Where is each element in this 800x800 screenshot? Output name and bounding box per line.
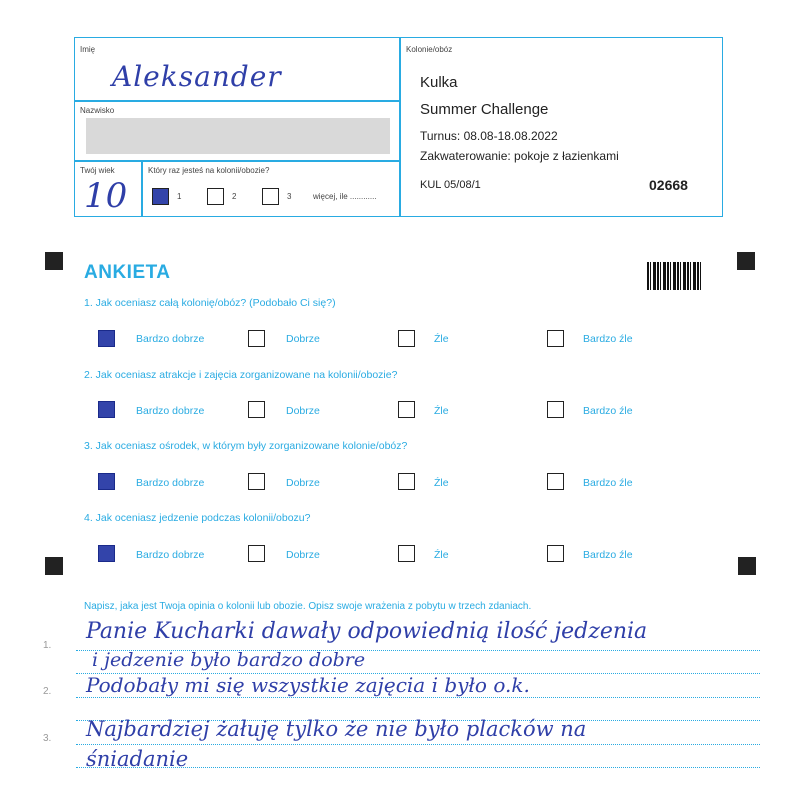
registration-marker xyxy=(45,252,63,270)
wiecej-label: więcej, ile ............ xyxy=(313,192,377,201)
q3-bardzo-dobrze-checkbox[interactable] xyxy=(98,473,115,490)
writing-line xyxy=(76,697,760,698)
q2-bardzo-dobrze-checkbox[interactable] xyxy=(98,401,115,418)
handwritten-answer-line: i jedzenie było bardzo dobre xyxy=(92,649,366,671)
option-label: Dobrze xyxy=(286,333,320,345)
q2-bardzo-zle-checkbox[interactable] xyxy=(547,401,564,418)
q3-bardzo-zle-checkbox[interactable] xyxy=(547,473,564,490)
header-line xyxy=(74,160,400,162)
camp-code: KUL 05/08/1 xyxy=(420,179,481,191)
q4-dobrze-checkbox[interactable] xyxy=(248,545,265,562)
option-label: Dobrze xyxy=(286,405,320,417)
camp-subtitle: Summer Challenge xyxy=(420,101,549,118)
question-3: 3. Jak oceniasz ośrodek, w którym były zorganizowane kolonie/obóz? xyxy=(84,440,408,452)
redacted-surname xyxy=(86,118,390,154)
camp-name: Kulka xyxy=(420,74,458,91)
option-label: Bardzo źle xyxy=(583,405,633,417)
option-label: Dobrze xyxy=(286,549,320,561)
option-label: Źle xyxy=(434,549,449,561)
line-number: 1. xyxy=(43,640,52,651)
barcode xyxy=(647,262,703,290)
handwritten-answer-line: śniadanie xyxy=(86,747,189,771)
zakwaterowanie: Zakwaterowanie: pokoje z łazienkami xyxy=(420,149,619,163)
nazwisko-label: Nazwisko xyxy=(80,106,115,115)
option-label: Źle xyxy=(434,477,449,489)
turnus: Turnus: 08.08-18.08.2022 xyxy=(420,129,558,143)
q3-dobrze-checkbox[interactable] xyxy=(248,473,265,490)
kolonia-label: Kolonie/obóz xyxy=(406,45,453,54)
registration-marker xyxy=(45,557,63,575)
option-label: Bardzo źle xyxy=(583,333,633,345)
option-label: Bardzo dobrze xyxy=(136,549,205,561)
header-divider xyxy=(399,37,401,217)
option-label: Bardzo źle xyxy=(583,549,633,561)
visit-count-checkbox-1[interactable] xyxy=(152,188,169,205)
q4-zle-checkbox[interactable] xyxy=(398,545,415,562)
wiek-value: 10 xyxy=(84,176,128,216)
handwritten-answer-line: Podobały mi się wszystkie zajęcia i było o.k. xyxy=(86,673,530,697)
line-number: 2. xyxy=(43,686,52,697)
question-1: 1. Jak oceniasz całą kolonię/obóz? (Podobało Ci się?) xyxy=(84,297,336,309)
writing-line xyxy=(76,744,760,745)
option-label: Bardzo dobrze xyxy=(136,477,205,489)
handwritten-answer-line: Najbardziej żałuję tylko że nie było placków na xyxy=(86,717,587,741)
imie-value: Aleksander xyxy=(112,60,282,93)
registration-marker xyxy=(738,557,756,575)
visit-count-checkbox-2[interactable] xyxy=(207,188,224,205)
option-label: Źle xyxy=(434,405,449,417)
q2-dobrze-checkbox[interactable] xyxy=(248,401,265,418)
option-label: Dobrze xyxy=(286,477,320,489)
ktory-raz-label: Który raz jesteś na kolonii/obozie? xyxy=(148,166,270,175)
imie-label: Imię xyxy=(80,45,96,54)
q4-bardzo-zle-checkbox[interactable] xyxy=(547,545,564,562)
header-line xyxy=(74,100,400,102)
visit-count-option: 1 xyxy=(177,192,182,201)
visit-count-option: 2 xyxy=(232,192,237,201)
opinion-prompt: Napisz, jaka jest Twoja opinia o kolonii lub obozie. Opisz swoje wrażenia z pobytu w trzech zdaniach. xyxy=(84,601,532,612)
registration-marker xyxy=(737,252,755,270)
visit-count-checkbox-3[interactable] xyxy=(262,188,279,205)
wiek-label: Twój wiek xyxy=(80,166,115,175)
question-2: 2. Jak oceniasz atrakcje i zajęcia zorganizowane na kolonii/obozie? xyxy=(84,369,398,381)
q1-bardzo-dobrze-checkbox[interactable] xyxy=(98,330,115,347)
q2-zle-checkbox[interactable] xyxy=(398,401,415,418)
q3-zle-checkbox[interactable] xyxy=(398,473,415,490)
survey-title: ANKIETA xyxy=(84,262,171,283)
visit-count-option: 3 xyxy=(287,192,292,201)
q1-zle-checkbox[interactable] xyxy=(398,330,415,347)
handwritten-answer-line: Panie Kucharki dawały odpowiednią ilość jedzenia xyxy=(86,619,648,644)
option-label: Bardzo dobrze xyxy=(136,405,205,417)
option-label: Bardzo źle xyxy=(583,477,633,489)
question-4: 4. Jak oceniasz jedzenie podczas kolonii/obozu? xyxy=(84,512,311,524)
q1-bardzo-zle-checkbox[interactable] xyxy=(547,330,564,347)
q4-bardzo-dobrze-checkbox[interactable] xyxy=(98,545,115,562)
form-number: 02668 xyxy=(649,177,688,193)
option-label: Bardzo dobrze xyxy=(136,333,205,345)
header-divider xyxy=(141,160,143,217)
option-label: Źle xyxy=(434,333,449,345)
q1-dobrze-checkbox[interactable] xyxy=(248,330,265,347)
line-number: 3. xyxy=(43,733,52,744)
